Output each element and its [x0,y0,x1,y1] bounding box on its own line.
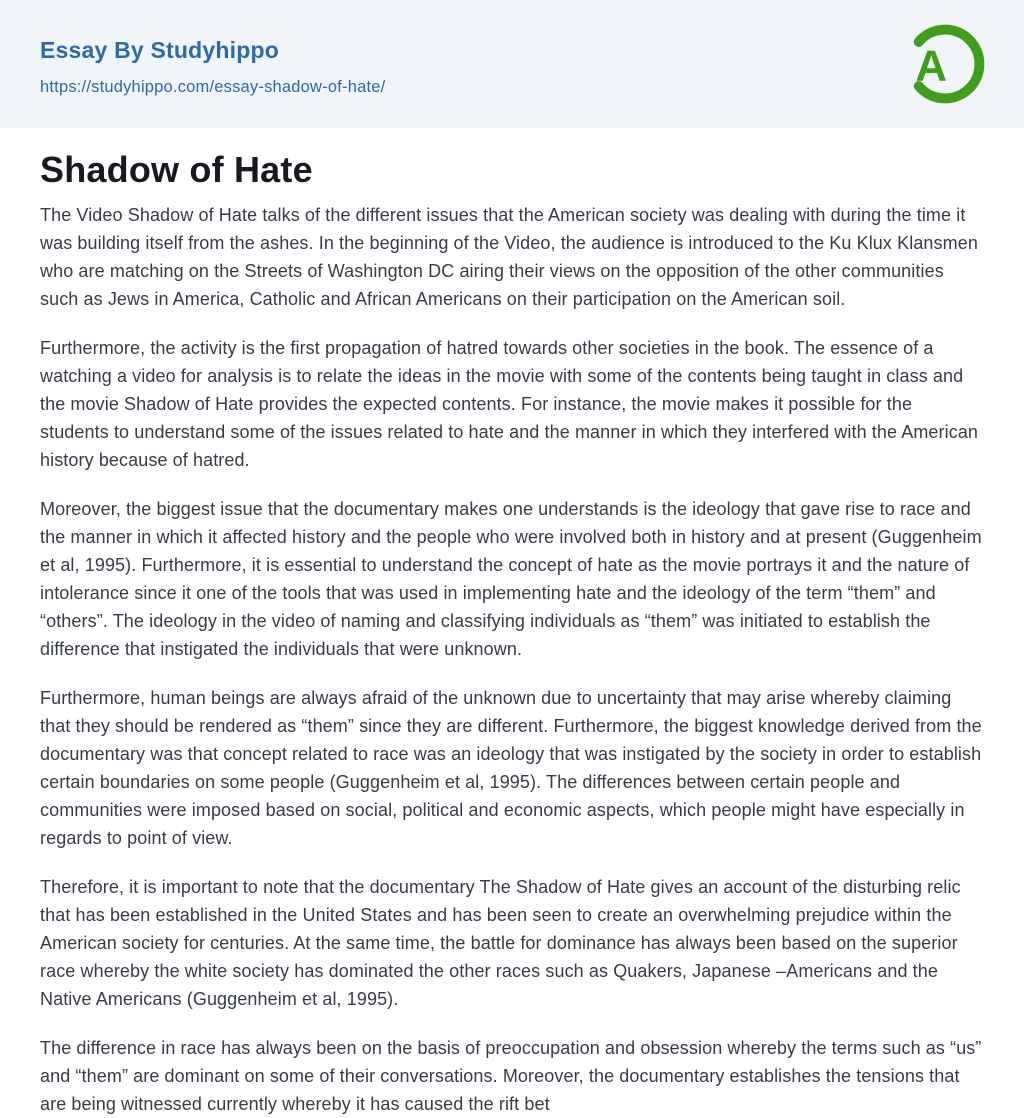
essay-content [0,128,1024,1118]
header-text-block [40,31,385,97]
page-title: Shadow of Hate [40,149,313,190]
site-header [0,0,1024,128]
essay-paragraph: The Video Shadow of Hate talks of the different issues that the American society was dealing with during the time it was building itself from the ashes. In the beginning of the Video, the audience is introduced to the Ku Klux Klansmen who are matching on the Streets of Washington DC airing their views on the opposition of the other communities such as Jews in America, Catholic and African Americans on their participation on the American soil. [40,205,978,310]
essay-paragraph: Therefore, it is important to note that the documentary The Shadow of Hate gives an account of the disturbing relic that has been established in the United States and has been seen to create an overwhelming prejudice within the American society for centuries. At the same time, the battle for dominance has always been based on the superior race whereby the white society has dominated the other races such as Quakers, Japanese –Americans and the Native Americans (Guggenheim et al, 1995). [40,877,961,1010]
byline: Essay By Studyhippo [40,37,279,63]
essay-body [40,201,984,1118]
studyhippo-logo-icon[interactable] [902,18,988,110]
essay-paragraph: Furthermore, the activity is the first propagation of hatred towards other societies in the book. The essence of a watching a video for analysis is to relate the ideas in the movie with some of the contents being taught in class and the movie Shadow of Hate provides the expected contents. For instance, the movie makes it possible for the students to understand some of the issues related to hate and the manner in which they interfered with the American history because of hatred. [40,338,979,471]
essay-paragraph: The difference in race has always been on the basis of preoccupation and obsession whereby the terms such as “us” and “them” are dominant on some of their conversations. Moreover, the documentary establishes the tensions that are being witnessed currently whereby it has caused the rift bet [40,1038,982,1115]
essay-paragraph: Moreover, the biggest issue that the documentary makes one understands is the ideology that gave rise to race and the manner in which it affected history and the people who were involved both in history and at present (Guggenheim et al, 1995). Furthermore, it is essential to understand the concept of hate as the movie portrays it and the nature of intolerance since it one of the tools that was used in implementing hate and the ideology of the term “them” and “others”. The ideology in the video of naming and classifying individuals as “them” was initiated to establish the difference that instigated the individuals that were unknown. [40,499,982,660]
logo-letter: A [915,41,948,91]
essay-url-link[interactable]: https://studyhippo.com/essay-shadow-of-hate/ [40,78,386,96]
essay-paragraph: Furthermore, human beings are always afraid of the unknown due to uncertainty that may arise whereby claiming that they should be rendered as “them” since they are different. Furthermore, the biggest knowledge derived from the documentary was that concept related to race was an ideology that was instigated by the society in order to establish certain boundaries on some people (Guggenheim et al, 1995). The differences between certain people and communities were imposed based on social, political and economic aspects, which people might have especially in regards to point of view. [40,688,982,849]
